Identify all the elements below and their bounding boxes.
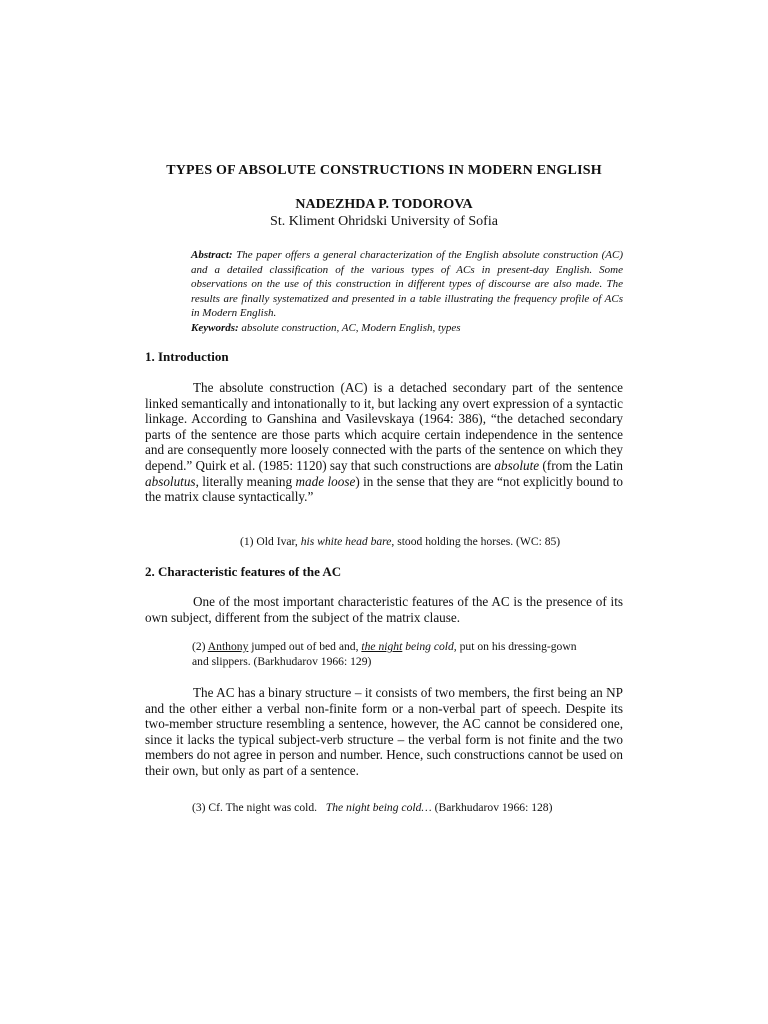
section-heading-characteristic-features: 2. Characteristic features of the AC	[145, 564, 342, 579]
paper-title: TYPES OF ABSOLUTE CONSTRUCTIONS IN MODERN ENGLISH	[166, 163, 602, 178]
introduction-paragraph: The absolute construction (AC) is a detached secondary part of the sentence linked semantically and intonationally to it, but lacking any overt expression of a syntactic linkage. According to Ganshina and Vasilevskaya (1964: 386), “the detached secondary parts of the sentence are those parts which acquire certain independence in the sentence and are consequently more loosely connected with the parts of the sentence on which they depend.” Quirk et al. (1985: 1120) say that such constructions are absolute (from the Latin absolutus, literally meaning made loose) in the sense that they are “not explicitly bound to the matrix clause syntactically.”	[145, 380, 624, 505]
author-affiliation: St. Kliment Ohridski University of Sofia	[270, 214, 498, 229]
abstract-label: Abstract:	[191, 249, 233, 261]
features-paragraph-1: One of the most important characteristic features of the AC is the presence of its own subject, different from the subject of the matrix clause.	[145, 594, 623, 625]
abstract-block	[191, 248, 623, 335]
keywords-label: Keywords:	[191, 321, 239, 334]
example-2: (2) Anthony jumped out of bed and, the night being cold, put on his dressing-gown and slippers. (Barkhudarov 1966: 129)	[192, 640, 577, 668]
features-paragraph-2: The AC has a binary structure – it consists of two members, the first being an NP and the other either a verbal non-finite form or a non-verbal part of speech. Despite its two-member structure resembling a sentence, however, the AC cannot be considered one, since it lacks the typical subject-verb structure – the verbal form is not finite and the two members do not agree in person and number. Hence, such constructions cannot be used on their own, but only as part of a sentence.	[145, 685, 623, 778]
section-heading-introduction: 1. Introduction	[145, 349, 229, 364]
keywords-text: absolute construction, AC, Modern English, types	[238, 321, 461, 334]
abstract-text: The paper offers a general characterization of the English absolute construction (AC) and a detailed classification of the various types of ACs in present-day English. Some observations on the use of this construction in different types of discourse are also made. The results are finally systematized and presented in a table illustrating the frequency profile of ACs in Modern English.	[191, 249, 623, 319]
example-3: (3) Cf. The night was cold. The night being cold… (Barkhudarov 1966: 128)	[192, 801, 553, 814]
example-1: (1) Old Ivar, his white head bare, stood holding the horses. (WC: 85)	[240, 535, 561, 548]
author-name: NADEZHDA P. TODOROVA	[295, 197, 473, 212]
